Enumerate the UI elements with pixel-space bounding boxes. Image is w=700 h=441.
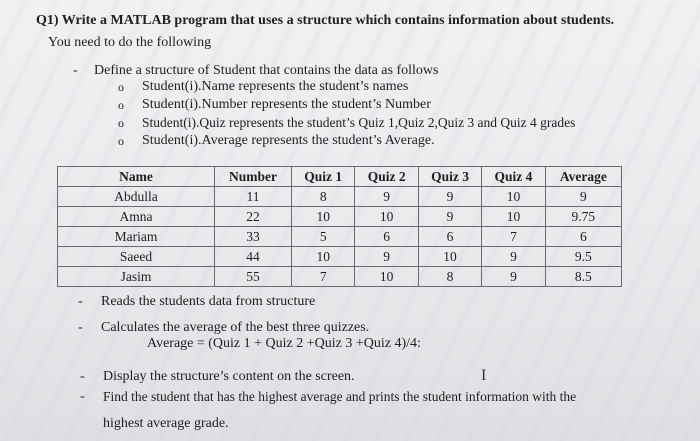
average-formula: Average = (Quiz 1 + Quiz 2 +Quiz 3 +Quiz 4)/4: [147,336,421,351]
cell-name: Saeed [58,247,215,267]
cell-number: 55 [215,267,292,287]
table-row [58,187,622,207]
header-quiz3: Quiz 3 [418,167,481,187]
question-subtitle: You need to do the following [48,35,212,50]
header-quiz4: Quiz 4 [482,167,545,187]
cell-average: 8.5 [545,267,621,287]
define-bullet-average: Student(i).Average represents the student’s Average. [142,133,435,148]
cell-quiz4: 10 [482,187,545,207]
dash-marker: - [80,369,85,384]
cell-number: 44 [215,247,292,267]
cell-number: 33 [215,227,292,247]
header-name: Name [58,167,215,187]
dash-marker: - [78,320,83,335]
table-row [58,267,622,287]
student-table [57,166,622,287]
bullet-marker: o [118,134,124,148]
cell-quiz1: 8 [292,187,355,207]
cell-average: 9 [545,187,621,207]
question-title: Q1) Write a MATLAB program that uses a structure which contains information about students. [36,13,615,28]
cell-quiz4: 7 [482,227,545,247]
cell-quiz1: 5 [292,227,355,247]
define-intro: Define a structure of Student that contains the data as follows [94,63,439,78]
task-calculate: Calculates the average of the best three quizzes. [101,320,370,335]
define-bullet-quiz: Student(i).Quiz represents the student’s Quiz 1,Quiz 2,Quiz 3 and Quiz 4 grades [142,115,576,130]
cell-quiz3: 8 [418,267,481,287]
cell-quiz2: 10 [355,207,418,227]
cell-quiz3: 6 [418,227,481,247]
cell-quiz2: 9 [355,187,418,207]
header-average: Average [545,167,621,187]
dash-marker: - [78,294,83,309]
bullet-marker: o [118,98,124,112]
cell-average: 9.75 [545,207,621,227]
cell-quiz2: 6 [355,227,418,247]
header-number: Number [215,167,292,187]
cell-number: 11 [215,187,292,207]
bullet-marker: o [118,116,124,130]
table-row [58,227,622,247]
cell-name: Amna [58,207,215,227]
cell-quiz2: 10 [355,267,418,287]
cell-number: 22 [215,207,292,227]
task-find-line2: highest average grade. [103,416,229,431]
cell-average: 9.5 [545,247,621,267]
table-header-row [58,167,622,187]
cell-quiz3: 9 [418,187,481,207]
cell-quiz4: 9 [482,247,545,267]
cell-quiz2: 9 [355,247,418,267]
dash-marker: - [73,63,78,78]
dash-marker: - [80,389,85,404]
table-row [58,247,622,267]
cell-name: Abdulla [58,187,215,207]
cell-quiz1: 10 [292,247,355,267]
table-row [58,207,622,227]
cell-quiz3: 10 [418,247,481,267]
cell-quiz1: 7 [292,267,355,287]
cell-name: Jasim [58,267,215,287]
task-display: Display the structure’s content on the screen. [103,369,355,384]
text-cursor-icon: I [481,367,487,384]
cell-quiz4: 9 [482,267,545,287]
task-find-line1: Find the student that has the highest average and prints the student information with the [103,389,577,404]
cell-quiz4: 10 [482,207,545,227]
header-quiz1: Quiz 1 [292,167,355,187]
cell-name: Mariam [58,227,215,247]
task-read: Reads the students data from structure [101,294,316,309]
header-quiz2: Quiz 2 [355,167,418,187]
define-bullet-name: Student(i).Name represents the student’s names [142,79,409,94]
bullet-marker: o [118,80,124,94]
cell-average: 6 [545,227,621,247]
cell-quiz1: 10 [292,207,355,227]
define-bullet-number: Student(i).Number represents the student’s Number [142,97,431,112]
cell-quiz3: 9 [418,207,481,227]
